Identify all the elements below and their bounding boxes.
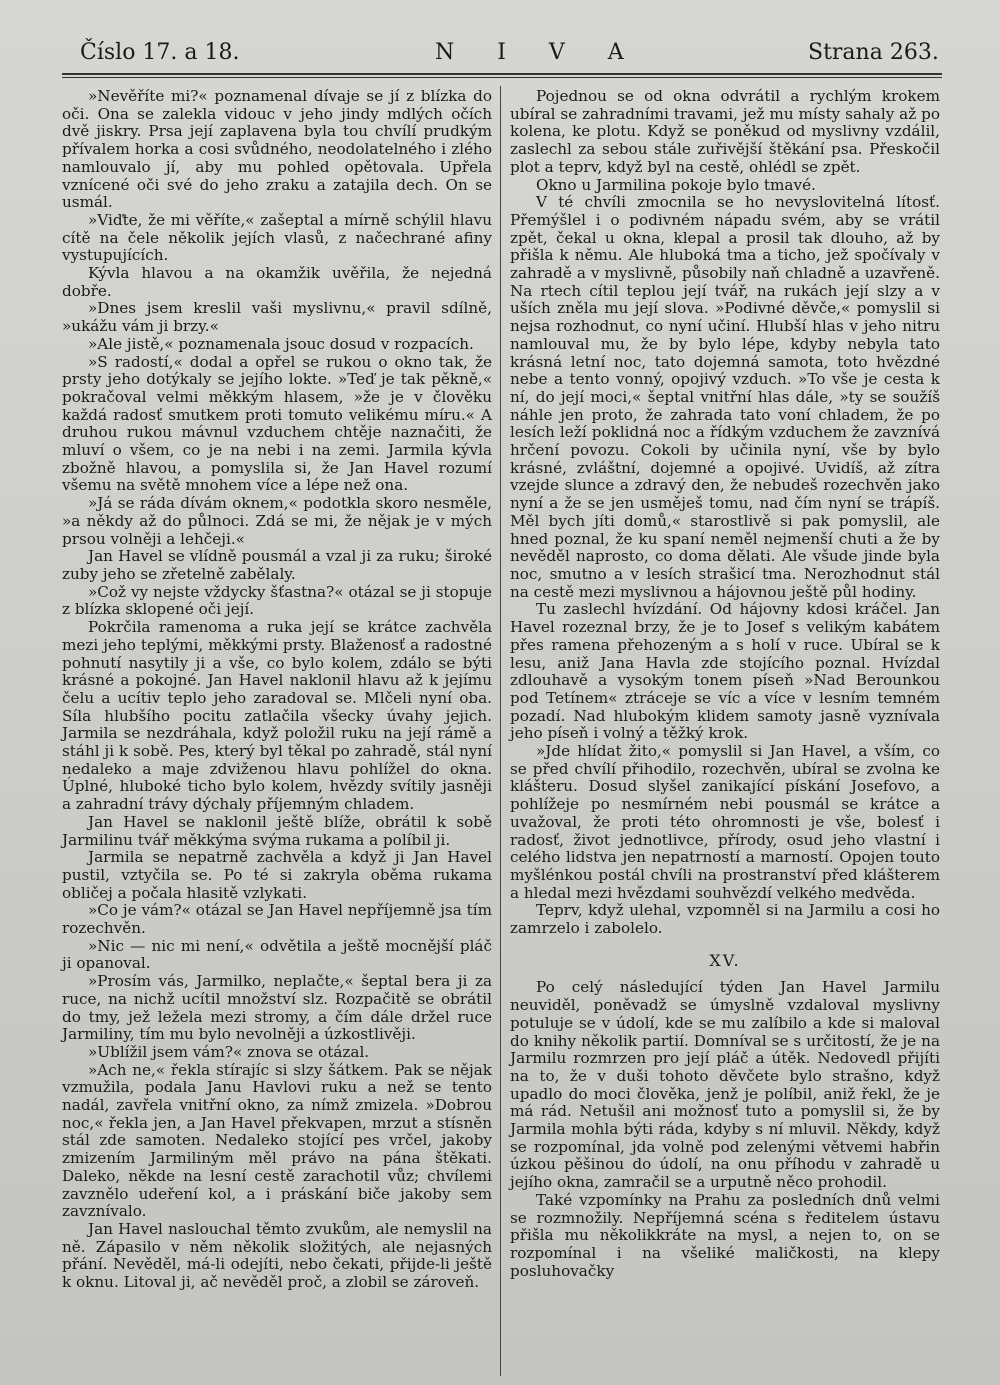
paragraph: Jan Havel se naklonil ještě blíže, obrátil k sobě Jarmilinu tvář měkkýma svýma rukama a políbil ji. [62, 812, 492, 849]
paragraph: »Co je vám?« otázal se Jan Havel nepříjemně jsa tím rozechvěn. [62, 901, 492, 938]
issue-number: Číslo 17. a 18. [80, 40, 240, 65]
paragraph: »Jde hlídat žito,« pomyslil si Jan Havel, a vším, co se před chvílí přihodilo, rozechvěn, ubíral se zvolna ke klášteru. Dosud slyšel zanikající pískání Josefovo, a pohlížeje po nesmírném nebi pousmál se krátce a uvažoval, že proti této ohromnosti je vše, bolesť i radosť, život jednotlivce, přírody, osud jeho vlastní i celého lidstva jen nepatrností a marností. Opojen touto myšlénkou postál chvíli na prostranství před klášterem a hledal mezi hvězdami souhvězdí velkého medvěda. [510, 742, 940, 902]
page-header [0, 0, 1000, 72]
header-rule [62, 73, 942, 75]
paragraph: Okno u Jarmilina pokoje bylo tmavé. [536, 175, 816, 194]
paragraph: »Nevěříte mi?« poznamenal dívaje se jí z blízka do oči. Ona se zalekla vidouc v jeho jindy mdlých očích dvě jiskry. Prsa její zaplavena byla tou chvílí prudkým přívalem horka a cosi svůdného, neodolatelného i zlého namlouvalo jí, aby mu pohled opětovala. Upřela vznícené oči své do jeho zraku a zatajila dech. On se usmál. [62, 87, 492, 212]
paragraph: Jan Havel naslouchal těmto zvukům, ale nemyslil na ně. Zápasilo v něm několik složitých, ale nejasných přání. Nevěděl, má-li odejíti, nebo čekati, přijde-li ještě k oknu. Litoval ji, ač nevěděl proč, a zlobil se zároveň. [62, 1220, 492, 1292]
paragraph: »Ublížil jsem vám?« znova se otázal. [88, 1042, 370, 1061]
paragraph: Kývla hlavou a na okamžik uvěřila, že nejedná dobře. [62, 264, 492, 300]
paragraph: »Viďte, že mi věříte,« zašeptal a mírně schýlil hlavu cítě na čele několik jejích vlasů, z načechrané afiny vystupujících. [62, 210, 492, 265]
journal-title: N I V A [435, 40, 642, 65]
paragraph: »Já se ráda dívám oknem,« podotkla skoro nesměle, »a někdy až do půlnoci. Zdá se mi, že nějak je v mých prsou volněji a lehčeji.« [62, 494, 492, 548]
paragraph: Jan Havel se vlídně pousmál a vzal ji za ruku; široké zuby jeho se zřetelně zabělaly. [62, 547, 492, 583]
paragraph: V té chvíli zmocnila se ho nevyslovitelná lítosť. Přemýšlel i o podivném nápadu svém, aby se vrátil zpět, čekal u okna, klepal a prosil tak dlouho, až by přišla k němu. Ale hluboká tma a ticho, jež spočívaly v zahradě a v myslivně, působily naň chladně a uzavřeně. Na rtech cítil teplou její tvář, na rukách její slzy a v uších zněla mu její slova. »Podivné děvče,« pomyslil si nejsa rozhodnut, co nyní učiní. Hlubší hlas v jeho nitru namlouval mu, že by bylo lépe, kdyby nebyla tato krásná letní noc, tato dojemná samota, toto hvězdné nebe a tento vonný, opojivý vzduch. »To vše je cesta k ní, do její moci,« šeptal vnitřní hlas dále, »ty se soužíš náhle jen proto, že zahrada tato voní chladem, že po lesích leží poklidná noc a řídkým vzduchem že zavznívá hrčení povozu. Cokoli by učinila nyní, vše by bylo krásné, zvláštní, dojemné a opojivé. Uvidíš, až zítra vzejde slunce a zdravý den, že nebudeš rozechvěn jako nyní a že se jen usměješ tomu, nad čím nyní se trápíš. Měl bych jíti domů,« starostlivě si pak pomyslil, ale hned poznal, že ku spaní neměl nejmenší chuti a že by nevěděl naprosto, co doma dělati. Ale všude jinde byla noc, smutno a v lesích strašicí tma. Nerozhodnut stál na cestě mezi myslivnou a hájovnou ještě půl hodiny. [510, 193, 940, 601]
column-divider [500, 86, 501, 1376]
paragraph: »S radostí,« dodal a opřel se rukou o okno tak, že prsty jeho dotýkaly se jejího lokte. »Teď je tak pěkně,« pokračoval velmi měkkým hlasem, »že je v člověku každá radosť smutkem proti tomuto velikému míru.« A druhou rukou mávnul vzduchem chtěje naznačiti, že mluví o všem, co je na nebi i na zemi. Jarmila kývla zbožně hlavou, a pomyslila si, že Jan Havel rozumí všemu na světě mnohem více a lépe než ona. [62, 352, 492, 495]
chapter-heading: XV. [709, 950, 741, 970]
paragraph: »Nic — nic mi není,« odvětila a ještě mocnější pláč ji opanoval. [62, 936, 492, 973]
paragraph: Jarmila se nepatrně zachvěla a když ji Jan Havel pustil, vztyčila se. Po té si zakryla oběma rukama obličej a počala hlasitě vzlykati. [62, 848, 492, 902]
paragraph: Po celý následující týden Jan Havel Jarmilu neuviděl, poněvadž se úmyslně vzdaloval myslivny potuluje se v údolí, kde se mu zalíbilo a kde si maloval do knihy několik partií. Domníval se s určitostí, že je na Jarmilu rozmrzen pro její pláč a útěk. Nedovedl přijíti na to, že v duši tohoto děvčete bylo strašno, když upadlo do moci člověka, jenž je políbil, aniž řekl, že je má rád. Netušil ani možnosť tuto a pomyslil si, že by Jarmila mohla býti ráda, kdyby s ní mluvil. Někdy, když se rozpomínal, jda volně pod zelenými větvemi habřin úzkou pěšinou do údolí, na onu příhodu v zahradě u jejího okna, zamračil se a urputně něco prohodil. [510, 978, 940, 1192]
page-number: Strana 263. [808, 40, 939, 65]
paragraph: »Ach ne,« řekla stírajíc si slzy šátkem. Pak se nějak vzmužila, podala Janu Havlovi ruku a než se tento nadál, zavřela vnitřní okno, za nímž zmizela. »Dobrou noc,« řekla jen, a Jan Havel překvapen, mrzut a stísněn stál zde samoten. Nedaleko stojící pes vrčel, jakoby zmizením Jarmiliným měl právo na pána štěkati. Daleko, někde na lesní cestě zarachotil vůz; chvílemi zavznělo udeření kol, a i práskání biče jakoby sem zavznívalo. [62, 1060, 492, 1221]
header-rule-thin [62, 77, 942, 78]
paragraph: »Prosím vás, Jarmilko, neplačte,« šeptal bera ji za ruce, na nichž ucítil množství slz. Rozpačitě se obrátil do tmy, jež ležela mezi stromy, a čím dále držel ruce Jarmiliny, tím mu bylo nevolněji a úzkostlivěji. [62, 972, 492, 1044]
right-column [510, 88, 940, 1280]
paragraph: »Ale jistě,« poznamenala jsouc dosud v rozpacích. [88, 334, 474, 353]
paragraph: Pojednou se od okna odvrátil a rychlým krokem ubíral se zahradními travami, jež mu místy sahaly až po kolena, ke plotu. Když se poněkud od myslivny vzdálil, zaslechl za sebou stále zuřivější štěkání psa. Přeskočil plot a teprv, když byl na cestě, ohlédl se zpět. [510, 87, 940, 176]
paragraph: Tu zaslechl hvízdání. Od hájovny kdosi kráčel. Jan Havel rozeznal brzy, že je to Josef s velikým kabátem přes ramena přehozeným a s holí v ruce. Ubíral se k lesu, aniž Jana Havla zde stojícího poznal. Hvízdal zdlouhavě a vysokým tonem píseň »Nad Berounkou pod Tetínem« ztráceje se víc a více v lesním temném pozadí. Nad hlubokým klidem samoty jasně vyznívala jeho píseň i volný a těžký krok. [510, 600, 940, 743]
paragraph: »Dnes jsem kreslil vaši myslivnu,« pravil sdílně, »ukážu vám ji brzy.« [62, 299, 492, 336]
left-column [62, 88, 492, 1292]
paragraph: Také vzpomínky na Prahu za posledních dnů velmi se rozmnožily. Nepříjemná scéna s ředitelem ústavu přišla mu několikkráte na mysl, a nejen to, on se rozpomínal i na všeliké maličkosti, na klepy posluhovačky [510, 1190, 940, 1280]
paragraph: Teprv, když ulehal, vzpomněl si na Jarmilu a cosi ho zamrzelo i zabolelo. [510, 901, 940, 938]
paragraph: Pokrčila ramenoma a ruka její se krátce zachvěla mezi jeho teplými, měkkými prsty. Blaženosť a radostné pohnutí nasytily ji a vše, co bylo kolem, zdálo se býti krásné a pokojné. Jan Havel naklonil hlavu až k jejímu čelu a ucítiv teplo jeho zaradoval se. Mlčeli nyní oba. Síla hlubšího pocitu zatlačila všecky úvahy jejich. Jarmila se nezdráhala, když položil ruku na její rámě a stáhl ji k sobě. Pes, který byl těkal po zahradě, stál nyní nedaleko a maje zdviženou hlavu pohlížel do okna. Úplné, hluboké ticho bylo kolem, hvězdy svítily jasněji a zahradní trávy dýchaly příjemným chladem. [62, 618, 492, 814]
paragraph: »Což vy nejste vždycky šťastna?« otázal se ji stopuje z blízka sklopené oči její. [62, 582, 492, 619]
